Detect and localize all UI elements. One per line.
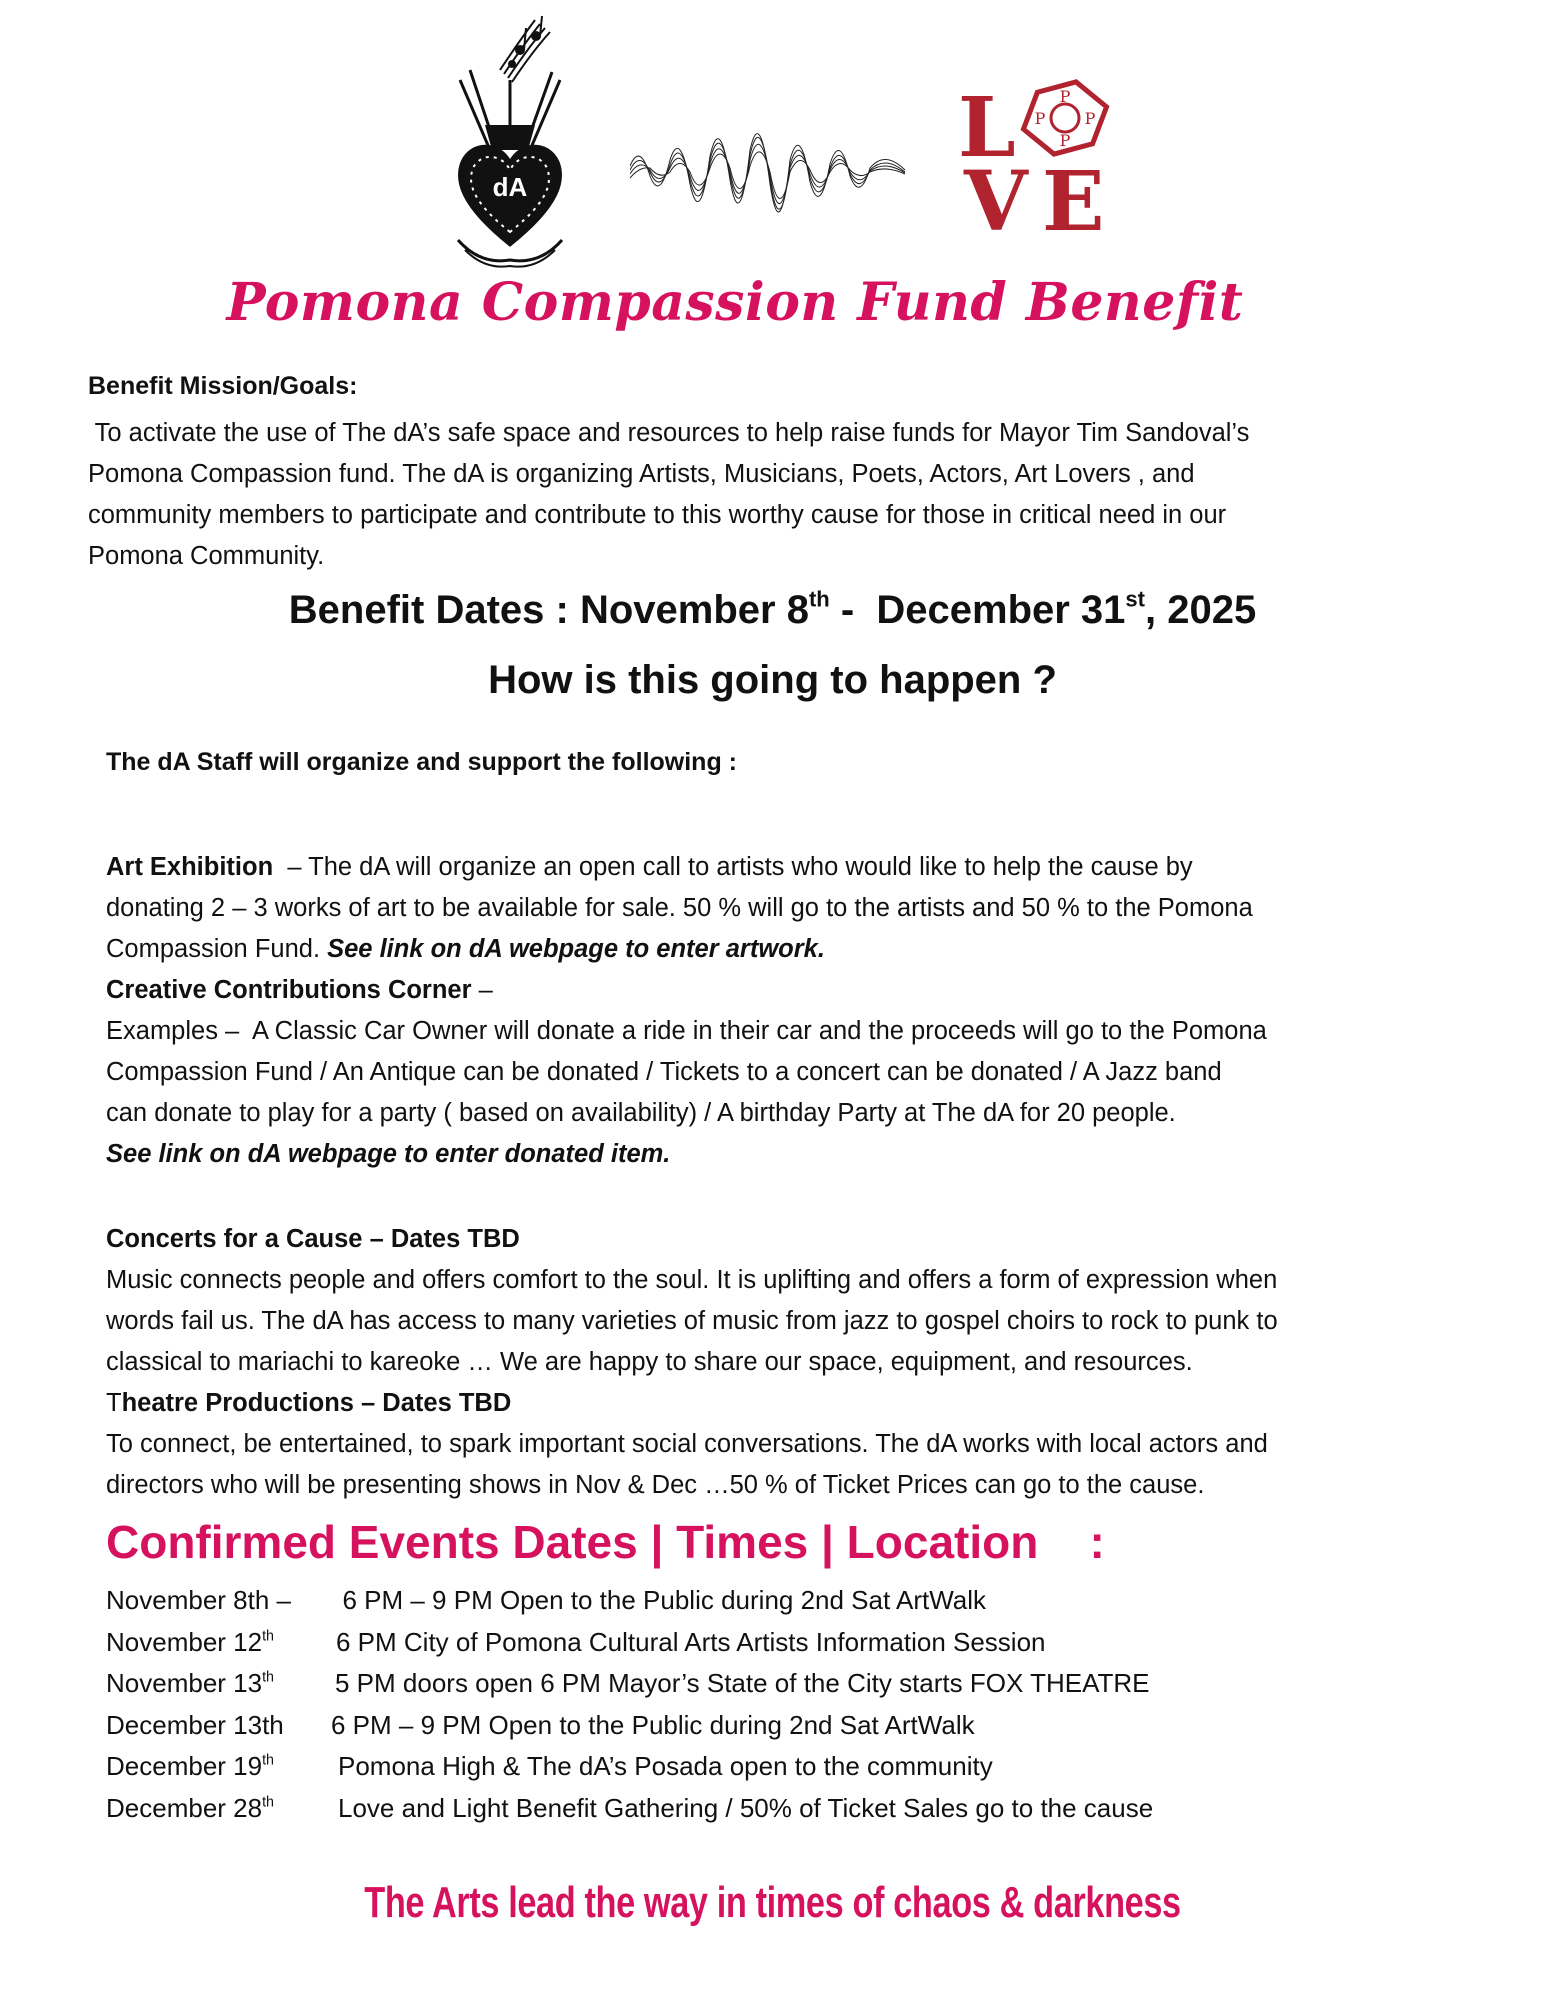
art-exhibition-heading: Art Exhibition (106, 853, 274, 881)
benefit-dates-heading: Benefit Dates : November 8th - December 31st, 2025 (288, 586, 1257, 632)
art-exhibition-section: Art Exhibition – The dA will organize an open call to artists who would like to help the cause by donating 2 – 3 works of art to be available for sale. 50 % will go to the artists and 50 % to the Pomona Compassion Fund. See link on dA webpage to enter artwork. Creative Contributions Corner – Examples – A Classic Car Owner will donate a ride in their car and the proceeds will go to the Pomona Compassion Fund / An Antique can be donated / Tickets to a concert can be donated / A Jazz band can donate to play for a party ( based on availability) / A birthday Party at The dA for 20 people. See link on dA webpage to enter donated item. (106, 806, 1267, 1216)
artwork-link[interactable]: See link on dA webpage to enter artwork. (327, 935, 825, 963)
donated-item-link[interactable]: See link on dA webpage to enter donated item. (106, 1140, 671, 1168)
logo-banner (0, 0, 1545, 270)
theatre-heading: heatre Productions – Dates TBD (121, 1389, 512, 1417)
concerts-section: Concerts for a Cause – Dates TBD Music connects people and offers comfort to the soul. It is uplifting and offers a form of expression when words fail us. The dA has access to many varieties of music from jazz to gospel choirs to rock to punk to classical to mariachi to kareoke … We are happy to share our space, equipment, and resources. Theatre Productions – Dates TBD To connect, be entertained, to spark important social conversations. The dA works with local actors and directors who will be presenting shows in Nov & Dec …50 % of Ticket Prices can go to the cause. (106, 1178, 1278, 1547)
event-row: November 8th – 6 PM – 9 PM Open to the Public during 2nd Sat ArtWalk (106, 1585, 987, 1615)
svg-text:P: P (1059, 87, 1071, 106)
sacred-heart-logo-icon (440, 10, 580, 270)
event-row: December 19th Pomona High & The dA’s Posada open to the community (106, 1751, 993, 1781)
svg-text:V: V (964, 154, 1028, 238)
mission-heading: Benefit Mission/Goals: (88, 372, 358, 400)
event-row: November 12th 6 PM City of Pomona Cultural Arts Artists Information Session (106, 1626, 1046, 1657)
footer-slogan: The Arts lead the way in times of chaos & darkness (364, 1878, 1181, 1927)
event-row: November 13th 5 PM doors open 6 PM Mayor’s State of the City starts FOX THEATRE (106, 1668, 1150, 1698)
page-title: Pomona Compassion Fund Benefit (226, 272, 1244, 333)
event-row: December 28th Love and Light Benefit Gathering / 50% of Ticket Sales go to the cause (106, 1792, 1154, 1823)
svg-text:E: E (1042, 154, 1105, 238)
svg-text:P: P (1084, 109, 1096, 128)
svg-text:P: P (1034, 109, 1046, 128)
mission-text: To activate the use of The dA’s safe space and resources to help raise funds for Mayor Tim Sandoval’s Pomona Compassion fund. The dA is organizing Artists, Musicians, Poets, Actors, Art Lovers , and community members to participate and contribute to this worthy cause for those in critical need in our Pomona Community. (88, 419, 1250, 570)
svg-text:P: P (1059, 131, 1071, 150)
concerts-heading: Concerts for a Cause – Dates TBD (106, 1225, 520, 1253)
sound-wave-icon (630, 110, 905, 255)
events-title: Confirmed Events Dates | Times | Location : (106, 1516, 1105, 1568)
staff-heading: The dA Staff will organize and support the following : (106, 748, 737, 776)
events-list (106, 1580, 1153, 1829)
event-row: December 13th 6 PM – 9 PM Open to the Public during 2nd Sat ArtWalk (106, 1709, 975, 1740)
creative-corner-heading: Creative Contributions Corner (106, 976, 472, 1004)
svg-text:L: L (958, 80, 1016, 176)
svg-text:dA: dA (492, 172, 528, 202)
love-sculpture-logo-icon (950, 78, 1130, 238)
how-heading: How is this going to happen ? (488, 658, 1057, 702)
